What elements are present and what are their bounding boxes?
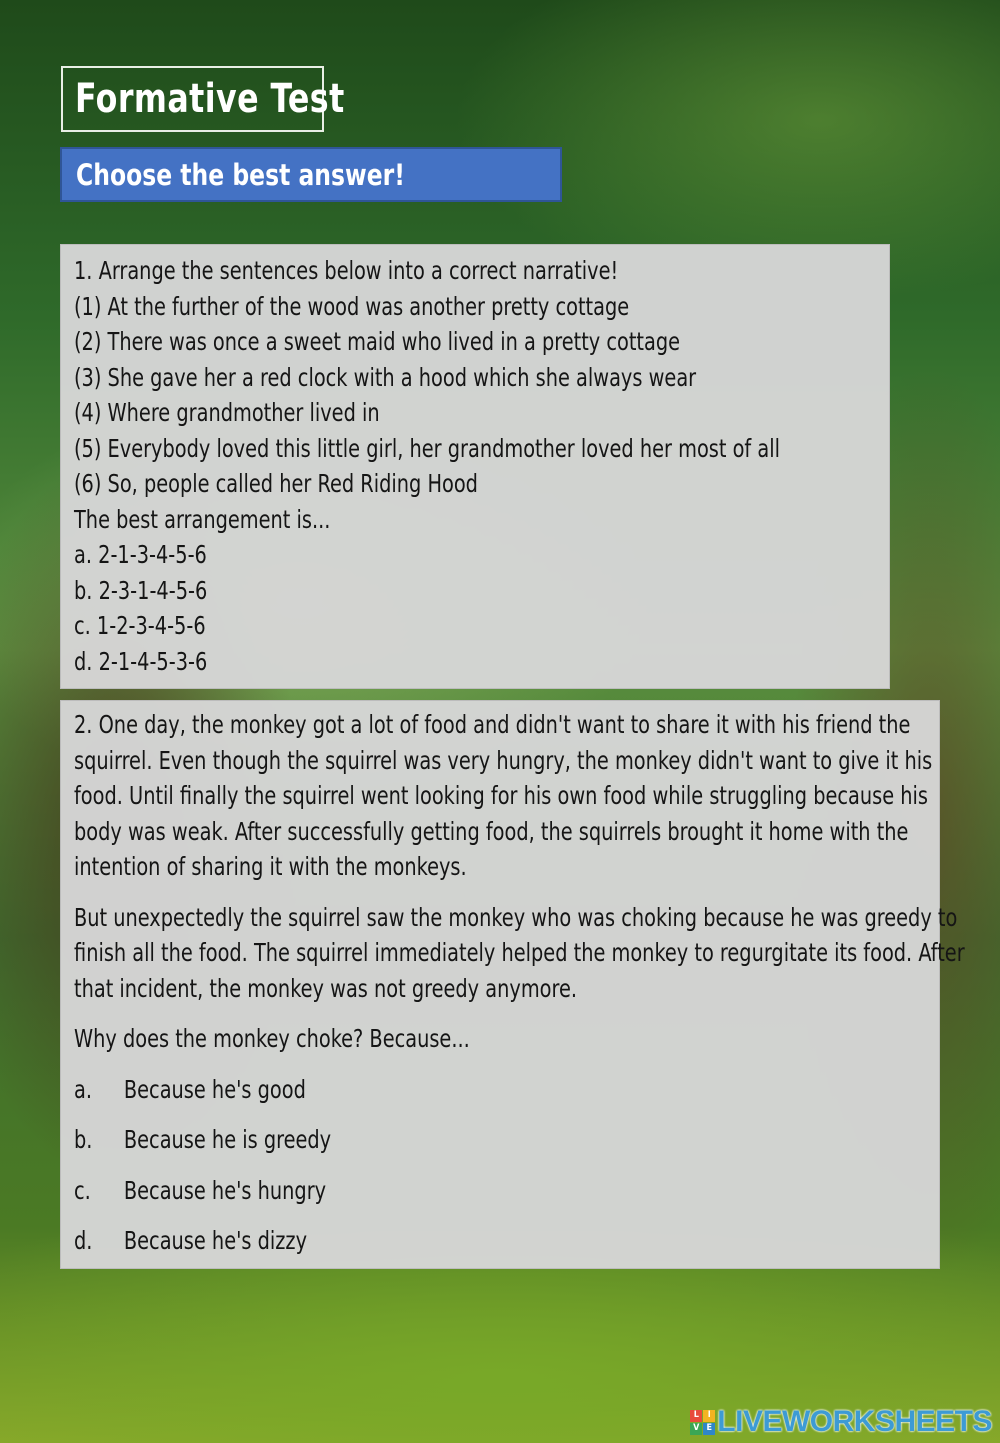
question-1-prompt: 1. Arrange the sentences below into a correct narrative! bbox=[74, 256, 619, 285]
page-title: Formative Test bbox=[61, 66, 324, 132]
liveworksheets-logo[interactable] bbox=[690, 1407, 992, 1437]
question-2-card bbox=[60, 700, 965, 1269]
option-a[interactable]: a. 2-1-3-4-5-6 bbox=[74, 540, 207, 569]
option-letter: b. bbox=[74, 1125, 93, 1154]
option-letter: c. bbox=[74, 1175, 91, 1205]
sentence-2: (2) There was once a sweet maid who lived in a pretty cottage bbox=[74, 327, 681, 356]
story-paragraph-1 bbox=[74, 707, 939, 885]
option-d[interactable] bbox=[74, 1223, 818, 1259]
logo-letter: V bbox=[690, 1423, 702, 1435]
option-letter: a. bbox=[74, 1074, 93, 1104]
paragraph-line: But unexpectedly the squirrel saw the monkey who was choking because he was greedy to bbox=[74, 902, 958, 932]
paragraph-line: food. Until finally the squirrel went looking for his own food while struggling because his bbox=[74, 781, 928, 810]
logo-letter: L bbox=[690, 1410, 702, 1422]
sentence-5: (5) Everybody loved this little girl, her grandmother loved her most of all bbox=[74, 433, 780, 463]
paragraph-line: finish all the food. The squirrel immediately helped the monkey to regurgitate its food. After bbox=[74, 938, 965, 967]
love-logo-icon bbox=[690, 1410, 715, 1435]
option-letter: d. bbox=[74, 1226, 93, 1255]
paragraph-line: intention of sharing it with the monkeys. bbox=[74, 852, 467, 881]
paragraph-line: 2. One day, the monkey got a lot of food and didn't want to share it with his friend the bbox=[74, 710, 911, 739]
option-text: Because he's hungry bbox=[123, 1175, 327, 1205]
option-text: Because he's good bbox=[123, 1074, 306, 1104]
sentence-6: (6) So, people called her Red Riding Hood bbox=[74, 469, 478, 498]
option-c[interactable] bbox=[74, 1173, 818, 1209]
question-1-stem: The best arrangement is... bbox=[74, 504, 331, 534]
option-c[interactable]: c. 1-2-3-4-5-6 bbox=[74, 611, 206, 640]
instruction-banner: Choose the best answer! bbox=[60, 147, 562, 202]
question-2-stem: Why does the monkey choke? Because... bbox=[74, 1024, 470, 1053]
option-b[interactable]: b. 2-3-1-4-5-6 bbox=[74, 575, 208, 605]
brand-wordmark: LIVEWORKSHEETS bbox=[717, 1405, 992, 1438]
sentence-4: (4) Where grandmother lived in bbox=[74, 398, 380, 427]
option-d[interactable]: d. 2-1-4-5-3-6 bbox=[74, 646, 208, 676]
logo-letter: I bbox=[703, 1410, 715, 1422]
question-1-card bbox=[60, 244, 890, 689]
paragraph-line: that incident, the monkey was not greedy anymore. bbox=[74, 973, 578, 1003]
sentence-3: (3) She gave her a red clock with a hood which she always wear bbox=[74, 362, 697, 392]
paragraph-line: body was weak. After successfully getting food, the squirrels brought it home with the bbox=[74, 816, 909, 846]
option-text: Because he is greedy bbox=[123, 1125, 332, 1154]
story-paragraph-2 bbox=[74, 900, 965, 1007]
sentence-1: (1) At the further of the wood was another pretty cottage bbox=[74, 291, 630, 321]
logo-letter: E bbox=[703, 1423, 715, 1435]
paragraph-line: squirrel. Even though the squirrel was very hungry, the monkey didn't want to give it his bbox=[74, 745, 933, 775]
option-text: Because he's dizzy bbox=[123, 1226, 308, 1255]
option-a[interactable] bbox=[74, 1072, 818, 1108]
option-b[interactable] bbox=[74, 1122, 818, 1158]
